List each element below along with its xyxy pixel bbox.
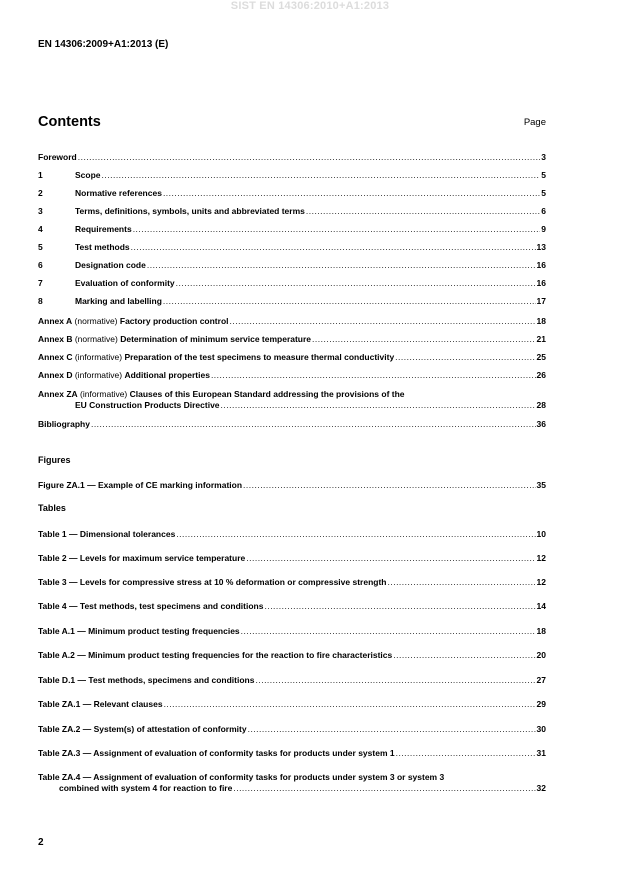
toc-entry-bibliography[interactable]: Bibliography ..... 36 (38, 419, 546, 430)
page-column-label: Page (523, 117, 546, 128)
toc-entry-annex-b[interactable]: Annex B (normative) Determination of minimum service temperature ..... 21 (38, 334, 546, 345)
table-entry[interactable]: Table ZA.2 — System(s) of attestation of conformity ..... 30 (38, 724, 546, 735)
toc-entry-foreword[interactable]: Foreword ..... 3 (38, 152, 546, 163)
table-entry[interactable]: Table D.1 — Test methods, specimens and conditions ..... 27 (38, 675, 546, 686)
page-number: 2 (38, 837, 44, 848)
table-entry[interactable]: Table 4 — Test methods, test specimens and conditions ..... 14 (38, 601, 546, 612)
toc-entry-annex-za[interactable]: Annex ZA (informative) Clauses of this European Standard addressing the provisions of the EU Construction Products Directive ..... 28 (38, 389, 546, 411)
table-entry[interactable]: Table A.2 — Minimum product testing frequencies for the reaction to fire characteristics ..... 20 (38, 650, 546, 661)
toc-entry-evaluation-of-conformity[interactable]: 7 Evaluation of conformity ..... 16 (38, 278, 546, 289)
toc-entry-annex-a[interactable]: Annex A (normative) Factory production control ..... 18 (38, 316, 546, 327)
table-entry[interactable]: Table 3 — Levels for compressive stress at 10 % deformation or compressive strength ..... 12 (38, 577, 546, 588)
table-entry[interactable]: Table 1 — Dimensional tolerances ..... 10 (38, 529, 546, 540)
standard-id-header: EN 14306:2009+A1:2013 (E) (38, 39, 169, 50)
tables-heading: Tables (38, 503, 66, 513)
figure-entry[interactable]: Figure ZA.1 — Example of CE marking information ..... 35 (38, 480, 546, 491)
toc-entry-test-methods[interactable]: 5 Test methods ..... 13 (38, 242, 546, 253)
toc-entry-annex-c[interactable]: Annex C (informative) Preparation of the test specimens to measure thermal conductivity ..... 25 (38, 352, 546, 363)
table-entry-za4[interactable]: Table ZA.4 — Assignment of evaluation of conformity tasks for products under system 3 or system 3 combined with system 4 for reaction to fire ..... 32 (38, 772, 546, 794)
toc-entry-scope[interactable]: 1 Scope ..... 5 (38, 170, 546, 181)
watermark-text: SIST EN 14306:2010+A1:2013 (230, 0, 390, 12)
toc-entry-marking-labelling[interactable]: 8 Marking and labelling ..... 17 (38, 296, 546, 307)
toc-entry-annex-d[interactable]: Annex D (informative) Additional properties ..... 26 (38, 370, 546, 381)
contents-title: Contents (38, 114, 101, 130)
table-entry[interactable]: Table ZA.1 — Relevant clauses ..... 29 (38, 699, 546, 710)
table-entry[interactable]: Table ZA.3 — Assignment of evaluation of conformity tasks for products under system 1 ..... 31 (38, 748, 546, 759)
toc-entry-terms-definitions[interactable]: 3 Terms, definitions, symbols, units and abbreviated terms ..... 6 (38, 206, 546, 217)
toc-entry-normative-references[interactable]: 2 Normative references ..... 5 (38, 188, 546, 199)
table-entry[interactable]: Table A.1 — Minimum product testing frequencies ..... 18 (38, 626, 546, 637)
figures-heading: Figures (38, 455, 71, 465)
contents-heading (38, 113, 546, 131)
table-entry[interactable]: Table 2 — Levels for maximum service temperature ..... 12 (38, 553, 546, 564)
toc-entry-requirements[interactable]: 4 Requirements ..... 9 (38, 224, 546, 235)
toc-entry-designation-code[interactable]: 6 Designation code ..... 16 (38, 260, 546, 271)
